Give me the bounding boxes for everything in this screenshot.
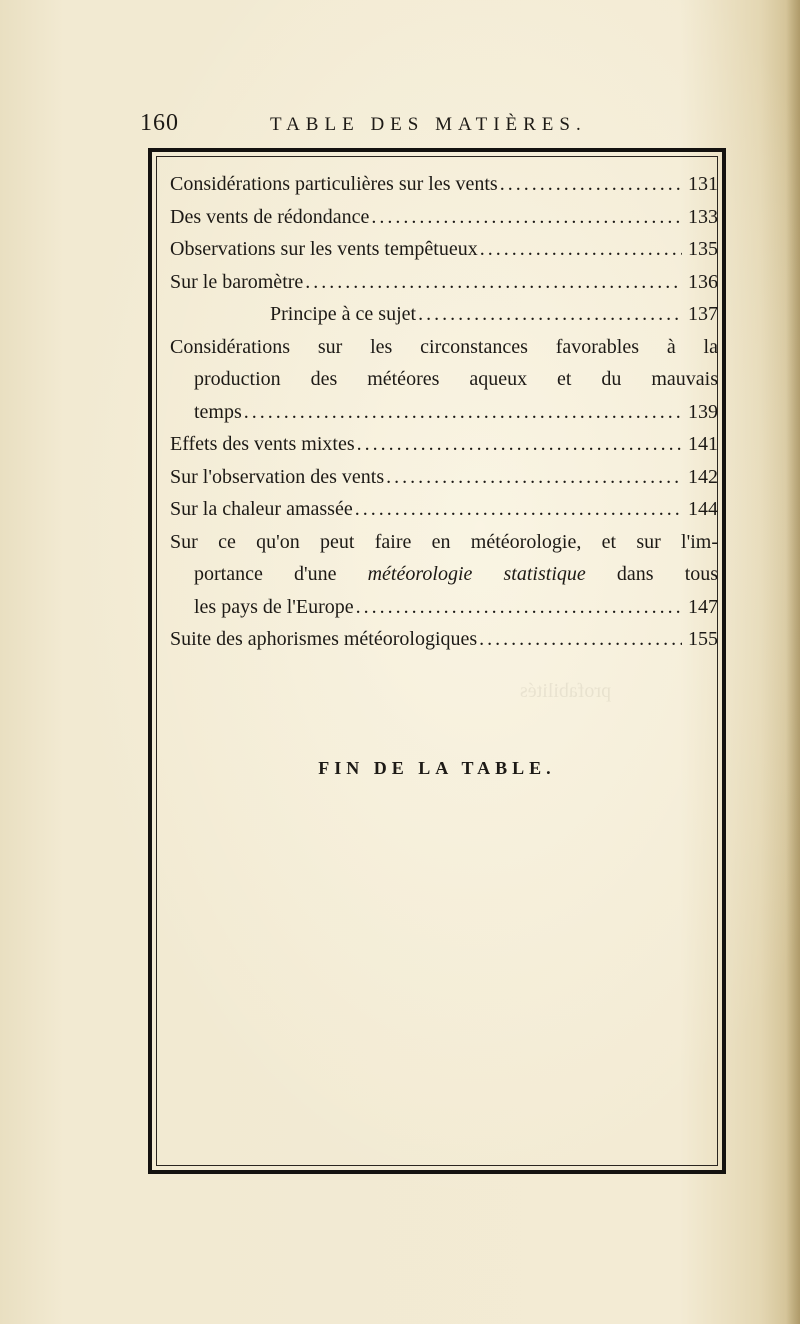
toc-entry-label: Observations sur les vents tempêtueux	[170, 238, 478, 260]
toc-entry[interactable]	[170, 233, 718, 266]
toc-entry-line: Considérations sur les circonstances favorables à la	[170, 335, 718, 358]
page-number: 160	[140, 110, 179, 136]
toc-entry-text: dans tous	[616, 563, 719, 585]
toc-entry-line: Sur ce qu'on peut faire en météorologie, et sur l'im-	[170, 530, 718, 553]
toc-subentry[interactable]	[170, 298, 718, 331]
dot-leader	[244, 396, 682, 429]
toc-entry[interactable]	[170, 461, 718, 494]
toc-entry-page: 137	[688, 303, 718, 325]
show-through-text: profabilités	[520, 680, 612, 702]
toc-entry[interactable]	[170, 428, 718, 461]
dot-leader	[371, 201, 682, 234]
toc-entry-last-line	[170, 591, 718, 624]
dot-leader	[357, 428, 682, 461]
toc-entry-label: Effets des vents mixtes	[170, 433, 355, 455]
toc-entry-page: 144	[688, 498, 718, 520]
toc-entry-line: temps	[194, 400, 242, 423]
toc-entry-text: portance d'une	[194, 563, 337, 585]
toc-entry[interactable]	[170, 493, 718, 526]
toc-entry-page: 147	[688, 595, 718, 618]
toc-entry-page: 141	[688, 433, 718, 455]
dot-leader	[480, 233, 682, 266]
toc-entry-label: Des vents de rédondance	[170, 205, 370, 228]
toc-entry-label: Sur l'observation des vents	[170, 465, 385, 488]
toc-entry-line: production des météores aqueux et du mauvais	[194, 368, 718, 390]
dot-leader	[479, 623, 682, 656]
toc-entry-line: les pays de l'Europe	[194, 595, 354, 618]
toc-entry-multiline[interactable]	[170, 526, 718, 624]
toc-entry-italic-text: météorologie statistique	[367, 563, 586, 585]
toc-entry[interactable]	[170, 168, 718, 201]
toc-entry-label: Suite des aphorismes météorologiques	[170, 628, 478, 650]
toc-entry-multiline[interactable]	[170, 331, 718, 429]
toc-entry-label: Sur la chaleur amassée	[170, 498, 353, 520]
toc-entry-line-mixed	[170, 558, 718, 591]
dot-leader	[305, 266, 682, 299]
toc-entry-page: 136	[688, 270, 718, 293]
toc-entry-label: Sur le baromètre	[170, 270, 304, 293]
toc-entry-page: 139	[688, 400, 718, 423]
end-of-table-caption: FIN DE LA TABLE.	[318, 758, 556, 778]
toc-entry-label: Considérations particulières sur les vents	[170, 173, 498, 195]
running-head	[120, 110, 720, 144]
running-title: TABLE DES MATIÈRES.	[270, 114, 587, 135]
dot-leader	[356, 591, 682, 624]
spine-shadow	[786, 0, 800, 1324]
toc-entry-label: Principe à ce sujet	[270, 303, 417, 325]
dot-leader	[386, 461, 682, 494]
toc-entry-page: 131	[688, 173, 718, 195]
toc-entry[interactable]	[170, 266, 718, 299]
toc-entry-page: 155	[688, 628, 718, 650]
dot-leader	[355, 493, 682, 526]
toc-entry-page: 135	[688, 238, 718, 260]
toc-entry-last-line	[170, 396, 718, 429]
dot-leader	[418, 298, 682, 331]
toc-entry[interactable]	[170, 623, 718, 656]
table-of-contents	[170, 168, 718, 656]
dot-leader	[500, 168, 682, 201]
toc-entry-page: 142	[688, 465, 718, 488]
toc-entry-page: 133	[688, 205, 718, 228]
toc-entry[interactable]	[170, 201, 718, 234]
